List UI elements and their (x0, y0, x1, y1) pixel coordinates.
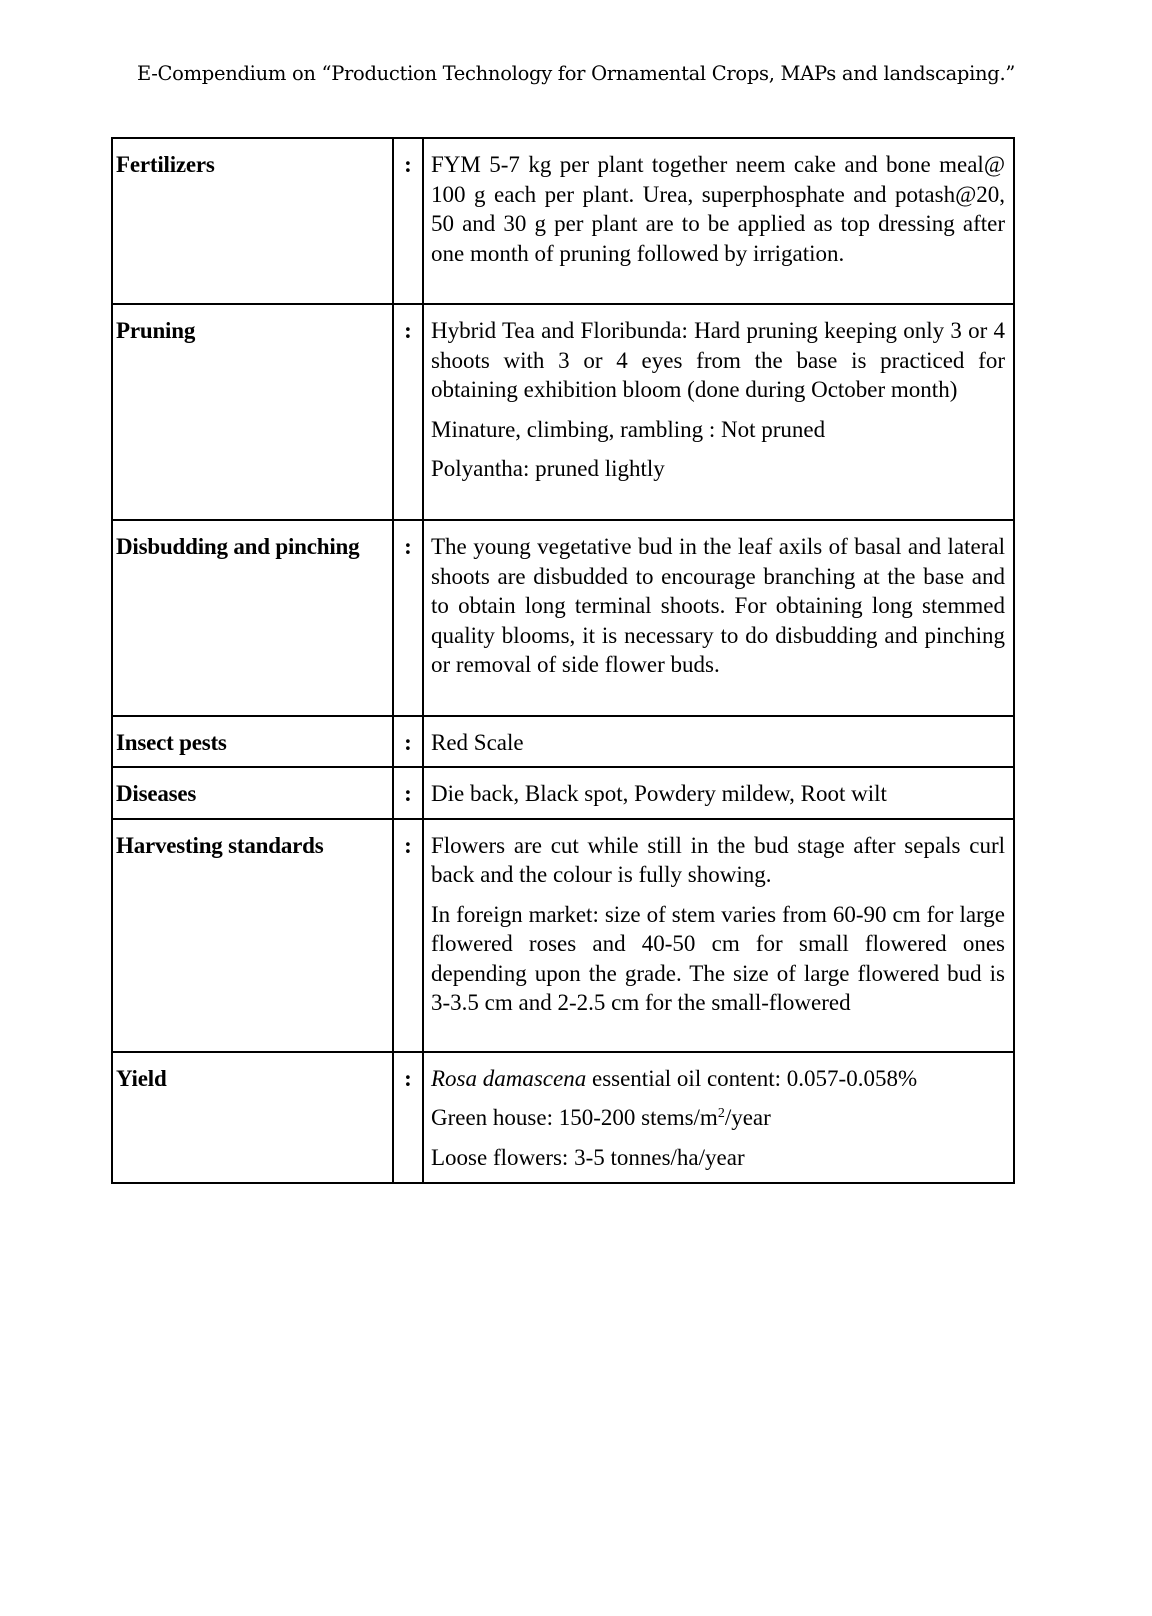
row-label: Pruning (112, 304, 393, 520)
row-content (423, 716, 1014, 767)
table-row-harvesting-standards (112, 819, 1014, 1052)
table-row-insect-pests (112, 716, 1014, 767)
content-paragraph: Flowers are cut while still in the bud stage after sepals curl back and the colour is fully showing. (431, 832, 1005, 887)
species-name: Rosa damascena (431, 1065, 587, 1091)
table-row-diseases (112, 767, 1014, 819)
greenhouse-unit-suffix: /year (724, 1105, 771, 1130)
row-separator: : (393, 1052, 423, 1183)
yield-loose-flowers: Loose flowers: 3-5 tonnes/ha/year (431, 1144, 745, 1170)
content-paragraph: Minature, climbing, rambling : Not pruned (431, 416, 826, 442)
content-paragraph: Red Scale (431, 730, 524, 755)
table-row-yield (112, 1052, 1014, 1183)
content-paragraph: FYM 5-7 kg per plant together neem cake and bone meal@ 100 g each per plant. Urea, superphosphate and potash@20, 50 and 30 g per plant are to be applied as top dressing after one month of pruning followed by irrigation. (431, 152, 1005, 266)
table-row-fertilizers (112, 138, 1014, 304)
row-label: Harvesting standards (112, 819, 393, 1052)
content-paragraph: Hybrid Tea and Floribunda: Hard pruning keeping only 3 or 4 shoots with 3 or 4 eyes from the base is practiced for obtaining exhibition bloom (done during October month) (431, 318, 1005, 402)
yield-oil-content (431, 1064, 1005, 1094)
content-paragraph: Polyantha: pruned lightly (431, 456, 665, 481)
row-separator: : (393, 767, 423, 819)
row-label: Disbudding and pinching (112, 520, 393, 716)
oil-content-text: essential oil content: 0.057-0.058% (586, 1065, 918, 1091)
row-content (423, 304, 1014, 520)
row-content (423, 1052, 1014, 1183)
content-paragraph: In foreign market: size of stem varies from 60-90 cm for large flowered roses and 40-50 cm for small flowered ones depending upon the grade. The size of large flowered bud is 3-3.5 cm and 2-2.5 cm for the small-flowered (431, 901, 1005, 1015)
row-label: Yield (112, 1052, 393, 1183)
row-content (423, 520, 1014, 716)
row-content (423, 767, 1014, 819)
row-content (423, 138, 1014, 304)
row-separator: : (393, 304, 423, 520)
superscript-exponent: 2 (717, 1106, 725, 1121)
row-label: Fertilizers (112, 138, 393, 304)
page-header-title: E-Compendium on “Production Technology for Ornamental Crops, MAPs and landscaping.” (136, 62, 1016, 85)
row-content (423, 819, 1014, 1052)
row-label: Insect pests (112, 716, 393, 767)
row-separator: : (393, 520, 423, 716)
row-separator: : (393, 716, 423, 767)
crop-practices-table (111, 137, 1015, 1184)
table-row-pruning (112, 304, 1014, 520)
greenhouse-text: Green house: 150-200 stems/m (431, 1105, 718, 1130)
table-row-disbudding (112, 520, 1014, 716)
yield-greenhouse (431, 1103, 1005, 1133)
row-separator: : (393, 819, 423, 1052)
row-separator: : (393, 138, 423, 304)
content-paragraph: Die back, Black spot, Powdery mildew, Root wilt (431, 780, 887, 806)
row-label: Diseases (112, 767, 393, 819)
content-paragraph: The young vegetative bud in the leaf axils of basal and lateral shoots are disbudded to encourage branching at the base and to obtain long terminal shoots. For obtaining long stemmed quality blooms, it is necessary to do disbudding and pinching or removal of side flower buds. (431, 534, 1005, 677)
